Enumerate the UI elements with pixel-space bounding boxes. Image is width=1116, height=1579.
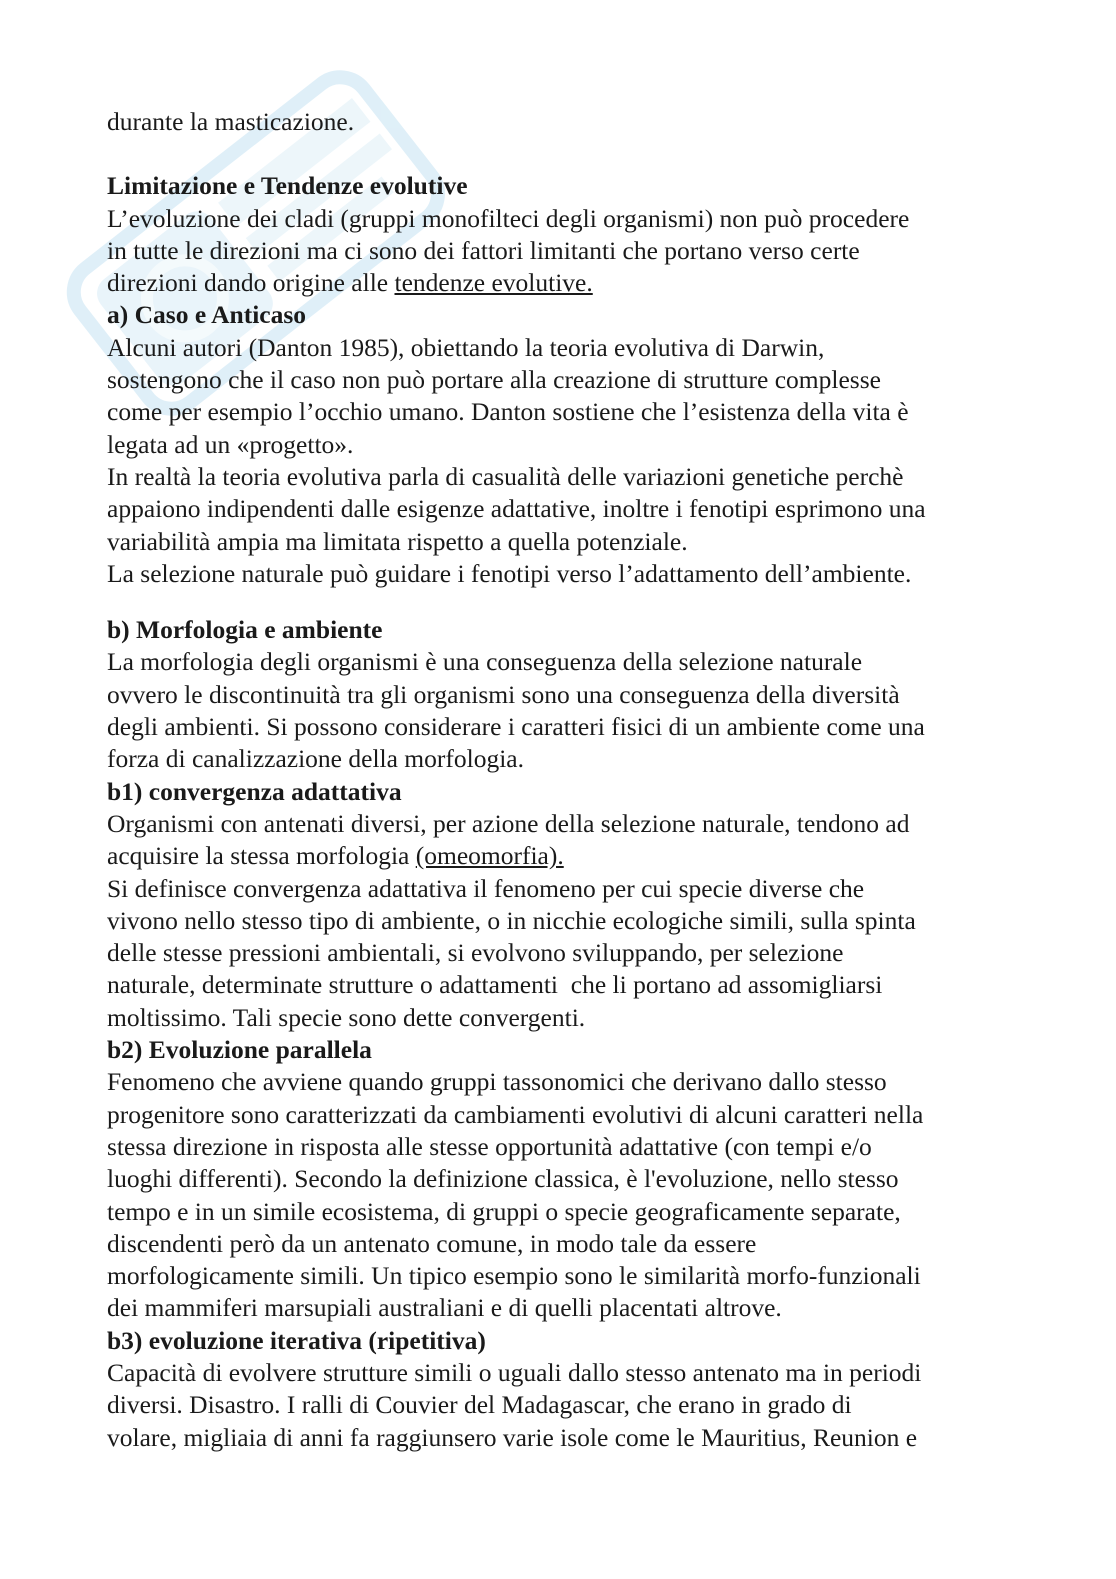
subsection-title-a: a) Caso e Anticaso — [107, 300, 307, 330]
paragraph-line: tempo e in un simile ecosistema, di gruppi o specie geograficamente separate, — [107, 1196, 901, 1226]
paragraph-line: appaiono indipendenti dalle esigenze adattative, inoltre i fenotipi esprimono una — [107, 494, 926, 524]
paragraph-line — [107, 840, 1017, 872]
paragraph-line: Capacità di evolvere strutture simili o uguali dallo stesso antenato ma in periodi — [107, 1357, 922, 1387]
underlined-term: tendenze evolutive. — [394, 268, 593, 298]
text-run: direzioni dando origine alle — [107, 268, 395, 298]
paragraph-line: in tutte le direzioni ma ci sono dei fattori limitanti che portano verso certe — [107, 235, 860, 265]
text-run: acquisire la stessa morfologia — [107, 841, 416, 871]
paragraph-line: L’evoluzione dei cladi (gruppi monofilteci degli organismi) non può procedere — [107, 203, 910, 233]
paragraph-line: legata ad un «progetto». — [107, 429, 354, 459]
underlined-term: (omeomorfia). — [415, 841, 564, 871]
paragraph-line: come per esempio l’occhio umano. Danton sostiene che l’esistenza della vita è — [107, 397, 909, 427]
paragraph-line: sostengono che il caso non può portare alla creazione di strutture complesse — [107, 365, 881, 395]
paragraph-line: stessa direzione in risposta alle stesse opportunità adattative (con tempi e/o — [107, 1131, 872, 1161]
paragraph-line — [107, 267, 1017, 299]
paragraph-line: luoghi differenti). Secondo la definizione classica, è l'evoluzione, nello stesso — [107, 1164, 899, 1194]
paragraph-line: delle stesse pressioni ambientali, si evolvono sviluppando, per selezione — [107, 938, 844, 968]
paragraph-line: vivono nello stesso tipo di ambiente, o in nicchie ecologiche simili, sulla spinta — [107, 905, 916, 935]
subsection-title-b3: b3) evoluzione iterativa (ripetitiva) — [107, 1325, 486, 1355]
paragraph-line: variabilità ampia ma limitata rispetto a quella potenziale. — [107, 526, 688, 556]
subsection-title-b2: b2) Evoluzione parallela — [107, 1035, 372, 1065]
paragraph-line: La selezione naturale può guidare i fenotipi verso l’adattamento dell’ambiente. — [107, 558, 912, 588]
paragraph-line: progenitore sono caratterizzati da cambiamenti evolutivi di alcuni caratteri nella — [107, 1099, 924, 1129]
paragraph-line: morfologicamente simili. Un tipico esempio sono le similarità morfo-funzionali — [107, 1261, 921, 1291]
paragraph-line: degli ambienti. Si possono considerare i caratteri fisici di un ambiente come una — [107, 712, 925, 742]
paragraph-line: forza di canalizzazione della morfologia. — [107, 744, 524, 774]
document-page — [107, 106, 1017, 1454]
blank-line — [107, 138, 1017, 170]
paragraph-line: moltissimo. Tali specie sono dette convergenti. — [107, 1002, 586, 1032]
paragraph-line: ovvero le discontinuità tra gli organismi sono una conseguenza della diversità — [107, 679, 900, 709]
paragraph-line: dei mammiferi marsupiali australiani e di quelli placentati altrove. — [107, 1293, 782, 1323]
paragraph-line: diversi. Disastro. I ralli di Couvier del Madagascar, che erano in grado di — [107, 1390, 852, 1420]
paragraph-line: naturale, determinate strutture o adattamenti che li portano ad assomigliarsi — [107, 970, 883, 1000]
intro-line: durante la masticazione. — [107, 107, 355, 136]
blank-line — [107, 590, 1017, 614]
paragraph-line: Alcuni autori (Danton 1985), obiettando la teoria evolutiva di Darwin, — [107, 332, 825, 362]
paragraph-line: Organismi con antenati diversi, per azione della selezione naturale, tendono ad — [107, 808, 910, 838]
paragraph-line: La morfologia degli organismi è una conseguenza della selezione naturale — [107, 647, 863, 677]
paragraph-line: volare, migliaia di anni fa raggiunsero varie isole come le Mauritius, Reunion e — [107, 1422, 918, 1452]
paragraph-line: Si definisce convergenza adattativa il fenomeno per cui specie diverse che — [107, 873, 865, 903]
paragraph-line: In realtà la teoria evolutiva parla di casualità delle variazioni genetiche perchè — [107, 461, 904, 491]
section-title: Limitazione e Tendenze evolutive — [107, 171, 468, 201]
paragraph-line: Fenomeno che avviene quando gruppi tassonomici che derivano dallo stesso — [107, 1067, 887, 1097]
subsection-title-b: b) Morfologia e ambiente — [107, 615, 383, 645]
subsection-title-b1: b1) convergenza adattativa — [107, 776, 402, 806]
paragraph-line: discendenti però da un antenato comune, in modo tale da essere — [107, 1228, 757, 1258]
